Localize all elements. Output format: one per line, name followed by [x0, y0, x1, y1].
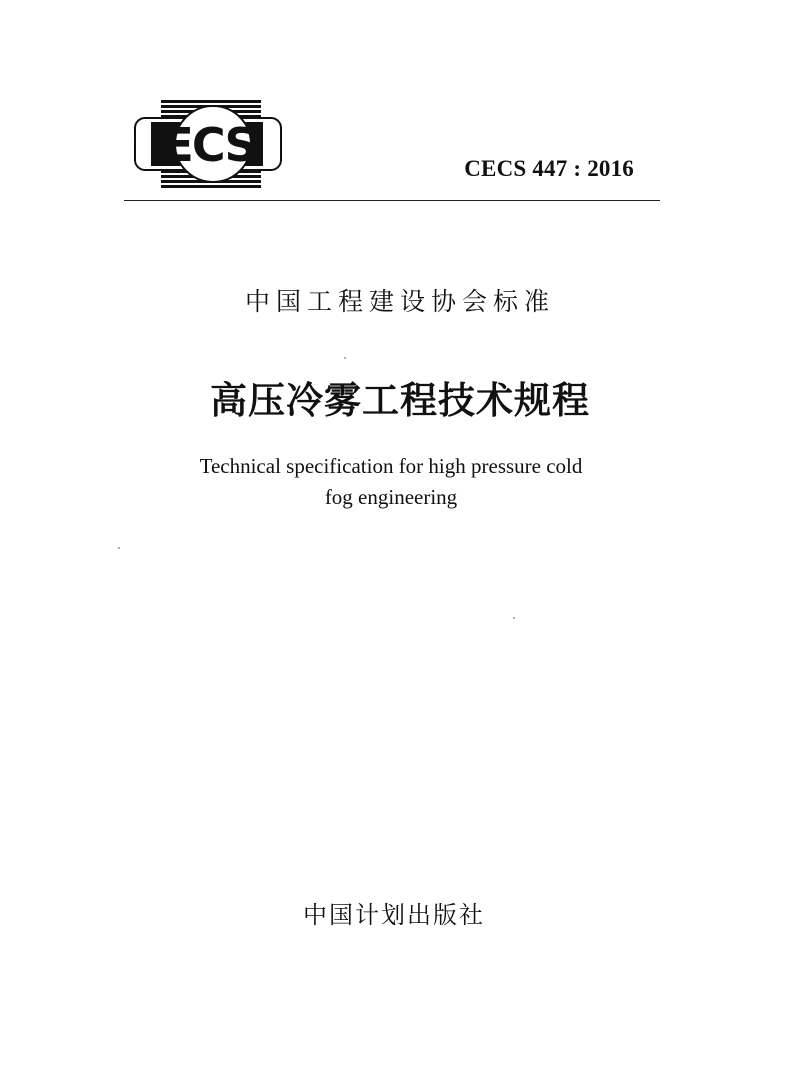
ecs-logo [133, 98, 283, 190]
scan-speck [344, 357, 346, 359]
title-chinese: 高压冷雾工程技术规程 [210, 379, 590, 422]
association-name: 中国工程建设协会标准 [244, 287, 555, 316]
title-english-line-2: fog engineering [324, 485, 458, 509]
scan-speck [118, 547, 120, 549]
publisher-name: 中国计划出版社 [303, 901, 485, 929]
title-english [0, 451, 782, 513]
scan-speck [513, 617, 515, 619]
header-divider [124, 200, 660, 201]
title-english-line-1: Technical specification for high pressure cold [199, 454, 583, 478]
logo-text: ECS [162, 118, 256, 172]
standard-code: CECS 447 : 2016 [464, 156, 634, 181]
